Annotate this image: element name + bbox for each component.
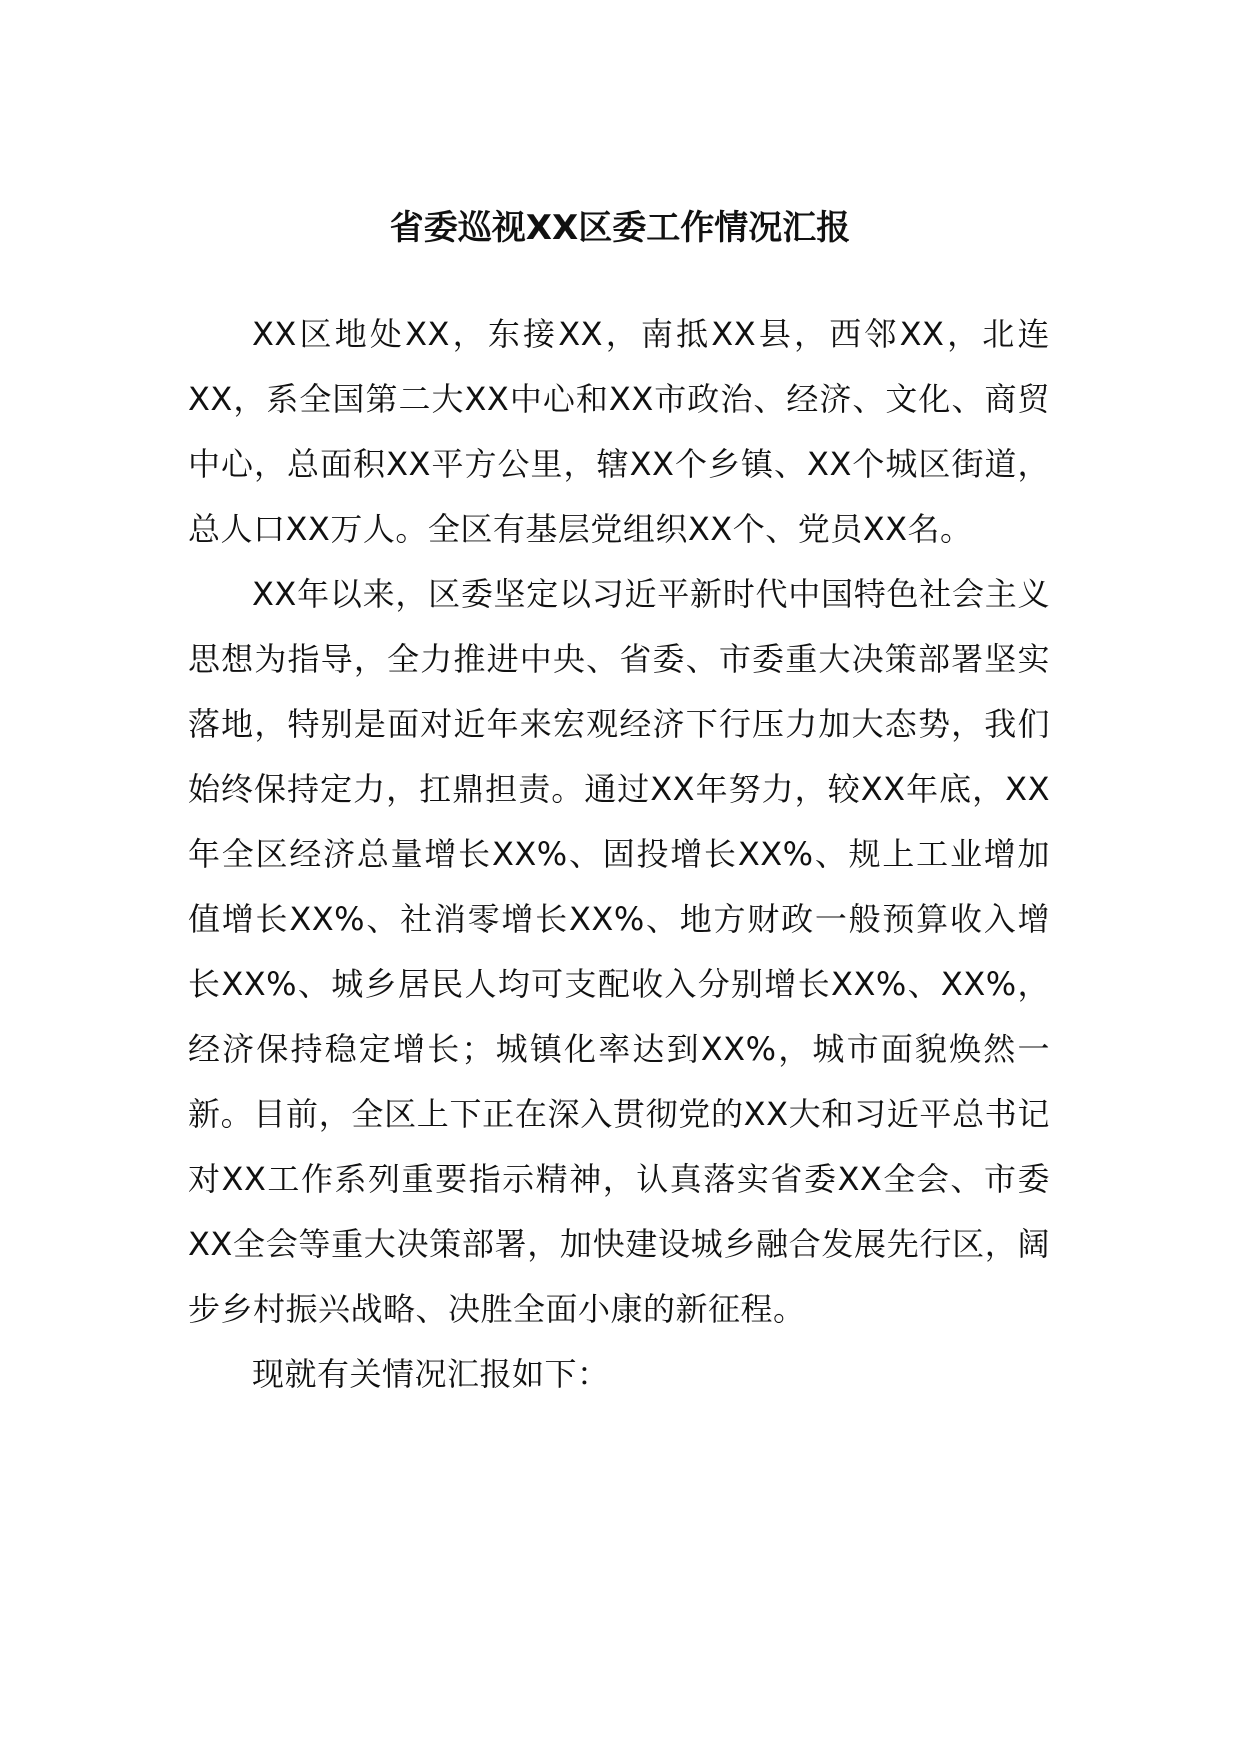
document-body bbox=[188, 302, 1050, 1407]
paragraph-intro-report: 现就有关情况汇报如下： bbox=[252, 1355, 610, 1393]
paragraph-overview: XX区地处XX，东接XX，南抵XX县，西邻XX，北连XX，系全国第二大XX中心和XX市政治、经济、文化、商贸中心，总面积XX平方公里，辖XX个乡镇、XX个城区街道，总人口XX万人。全区有基层党组织XX个、党员XX名。 bbox=[188, 315, 1050, 548]
paragraph-achievements: XX年以来，区委坚定以习近平新时代中国特色社会主义思想为指导，全力推进中央、省委、市委重大决策部署坚实落地，特别是面对近年来宏观经济下行压力加大态势，我们始终保持定力，扛鼎担责。通过XX年努力，较XX年底，XX年全区经济总量增长XX%、固投增长XX%、规上工业增加值增长XX%、社消零增长XX%、地方财政一般预算收入增长XX%、城乡居民人均可支配收入分别增长XX%、XX%，经济保持稳定增长；城镇化率达到XX%，城市面貌焕然一新。目前，全区上下正在深入贯彻党的XX大和习近平总书记对XX工作系列重要指示精神，认真落实省委XX全会、市委XX全会等重大决策部署，加快建设城乡融合发展先行区，阔步乡村振兴战略、决胜全面小康的新征程。 bbox=[188, 575, 1050, 1328]
document-title: 省委巡视XX区委工作情况汇报 bbox=[389, 208, 851, 248]
